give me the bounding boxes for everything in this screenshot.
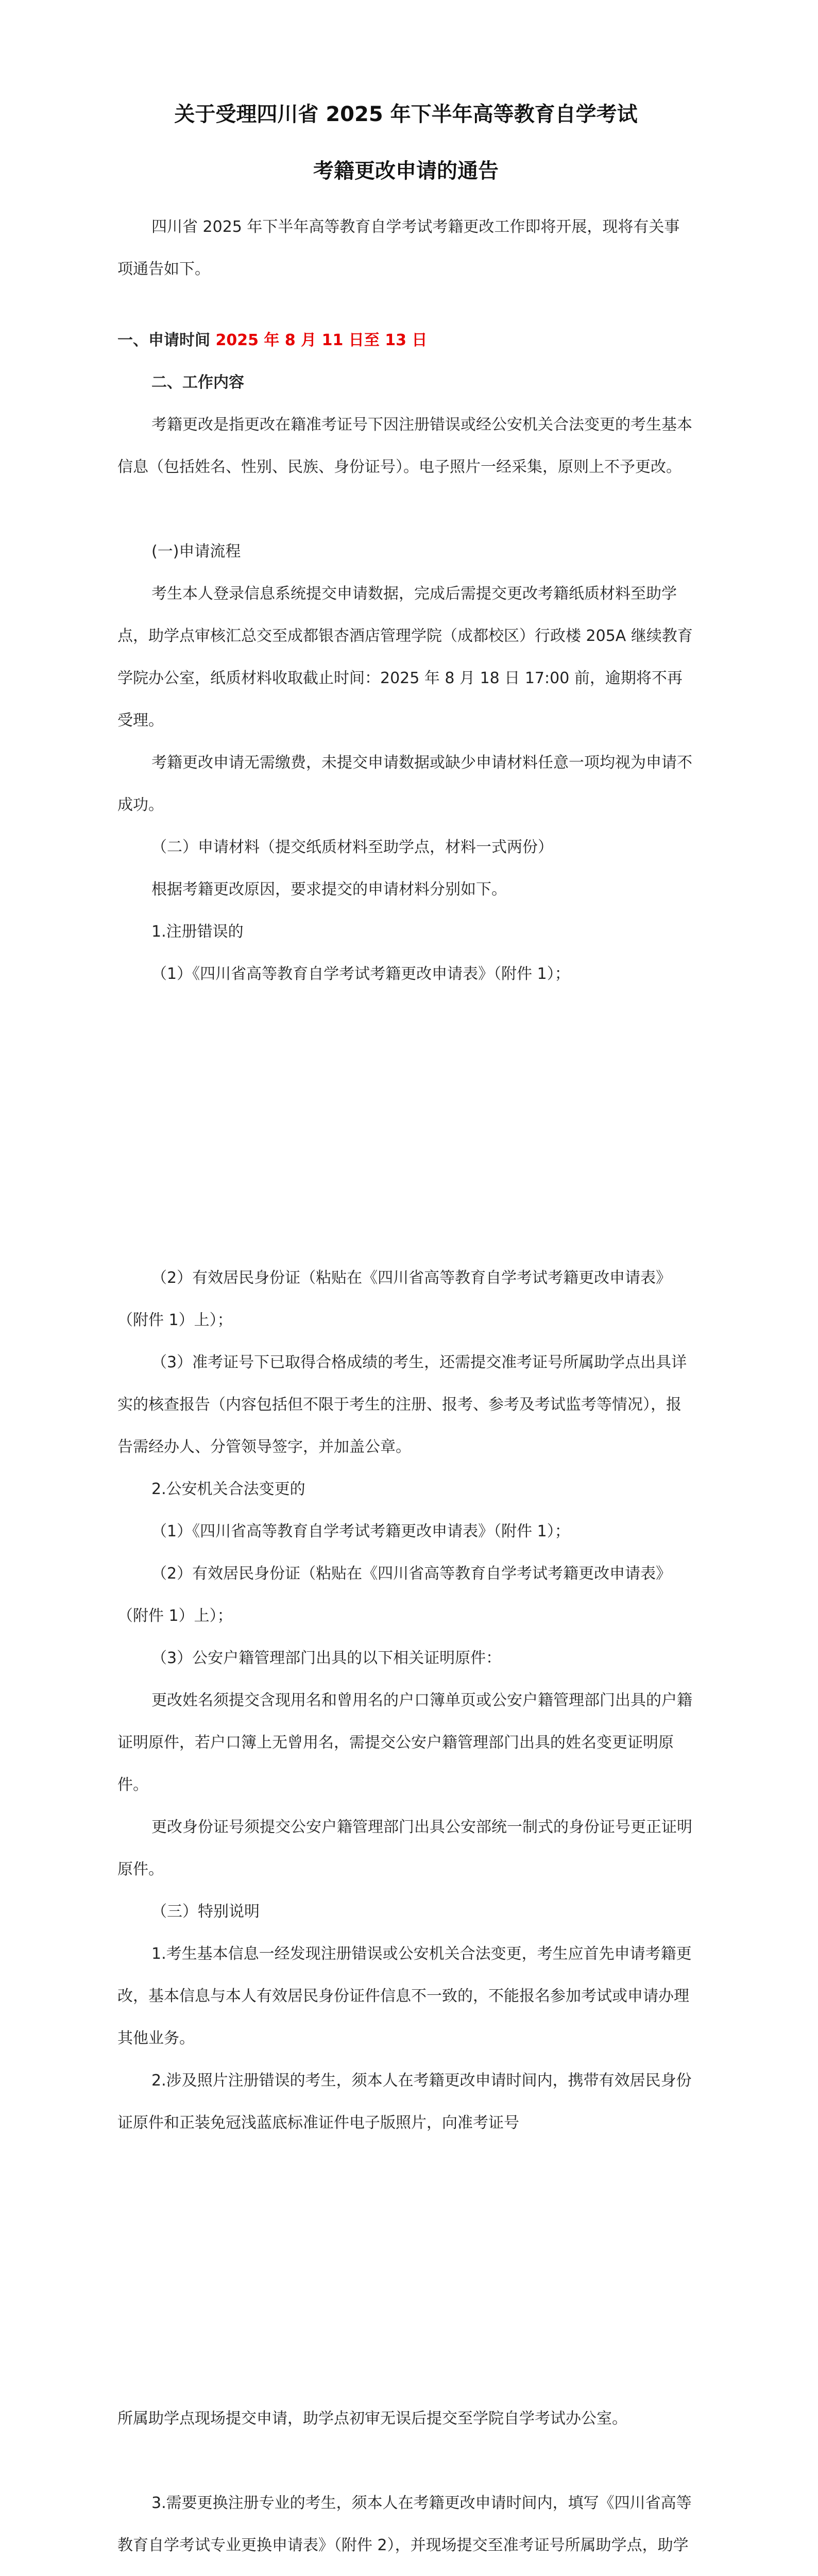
provide-paragraph: 根据考籍更改原因，要求提交的申请材料分别如下。 [151, 880, 507, 899]
subsection1-title: (一)申请流程 [151, 543, 241, 561]
item1-b: （2）有效居民身份证（粘贴在《四川省高等教育自学考试考籍更改申请表》（附件 1）上）； [117, 1269, 672, 1329]
subsection3-title: （三）特别说明 [151, 1903, 260, 1921]
item2-title: 2.公安机关合法变更的 [151, 1480, 305, 1498]
special-note-3: 3.需要更换注册专业的考生，须本人在考籍更改申请时间内，填写《四川省高等教育自学考试专业更换申请表》（附件 2），并现场提交至准考证号所属助学点，助学 [117, 2494, 692, 2554]
section2-heading: 二、工作内容 [151, 374, 244, 392]
item2-a: （1）《四川省高等教育自学考试考籍更改申请表》（附件 1）； [151, 1522, 570, 1540]
notice-title-line1: 关于受理四川省 2025 年下半年高等教育自学考试 [174, 103, 638, 126]
item1-c: （3）准考证号下已取得合格成绩的考生，还需提交准考证号所属助学点出具详实的核查报告（内容包括但不限于考生的注册、报考、参考及考试监考等情况），报告需经办人、分管领导签字，并加盖公章。 [117, 1353, 687, 1456]
notice-title-line2: 考籍更改申请的通告 [313, 159, 499, 183]
item2-b: （2）有效居民身份证（粘贴在《四川省高等教育自学考试考籍更改申请表》（附件 1）上）； [117, 1565, 672, 1625]
intro-paragraph: 四川省 2025 年下半年高等教育自学考试考籍更改工作即将开展，现将有关事项通告如下。 [117, 218, 680, 278]
item1-a: （1）《四川省高等教育自学考试考籍更改申请表》（附件 1）； [151, 965, 570, 983]
name-change-paragraph: 更改姓名须提交含现用名和曾用名的户口簿单页或公安户籍管理部门出具的户籍证明原件，若户口簿上无曾用名，需提交公安户籍管理部门出具的姓名变更证明原件。 [117, 1691, 692, 1794]
application-date: 2025 年 8 月 11 日至 13 日 [215, 331, 428, 349]
special-note-2b: 所属助学点现场提交申请，助学点初审无误后提交至学院自学考试办公室。 [117, 2410, 627, 2428]
section1-prefix: 一、申请时间 [117, 331, 216, 349]
id-change-paragraph: 更改身份证号须提交公安户籍管理部门出具公安部统一制式的身份证号更正证明原件。 [117, 1818, 692, 1878]
subsection2-title: （二）申请材料（提交纸质材料至助学点，材料一式两份） [151, 838, 553, 856]
flow-paragraph: 考生本人登录信息系统提交申请数据，完成后需提交更改考籍纸质材料至助学点，助学点审核汇总交至成都银杏酒店管理学院（成都校区）行政楼 205A 继续教育学院办公室，纸质材料收取截止时间：2025 年 8 月 18 日 17:00 前，逾期将不再受理。 [117, 585, 693, 730]
item2-c: （3）公安户籍管理部门出具的以下相关证明原件： [151, 1649, 502, 1667]
special-note-2a: 2.涉及照片注册错误的考生，须本人在考籍更改申请时间内，携带有效居民身份证原件和正装免冠浅蓝底标准证件电子版照片，向准考证号 [117, 2072, 692, 2132]
section1-heading [117, 319, 694, 362]
content-paragraph: 考籍更改是指更改在籍准考证号下因注册错误或经公安机关合法变更的考生基本信息（包括姓名、性别、民族、身份证号）。电子照片一经采集，原则上不予更改。 [117, 416, 692, 476]
special-note-1: 1.考生基本信息一经发现注册错误或公安机关合法变更，考生应首先申请考籍更改，基本信息与本人有效居民身份证件信息不一致的，不能报名参加考试或申请办理其他业务。 [117, 1945, 692, 2047]
nofee-paragraph: 考籍更改申请无需缴费，未提交申请数据或缺少申请材料任意一项均视为申请不成功。 [117, 754, 692, 814]
item1-title: 1.注册错误的 [151, 923, 244, 941]
